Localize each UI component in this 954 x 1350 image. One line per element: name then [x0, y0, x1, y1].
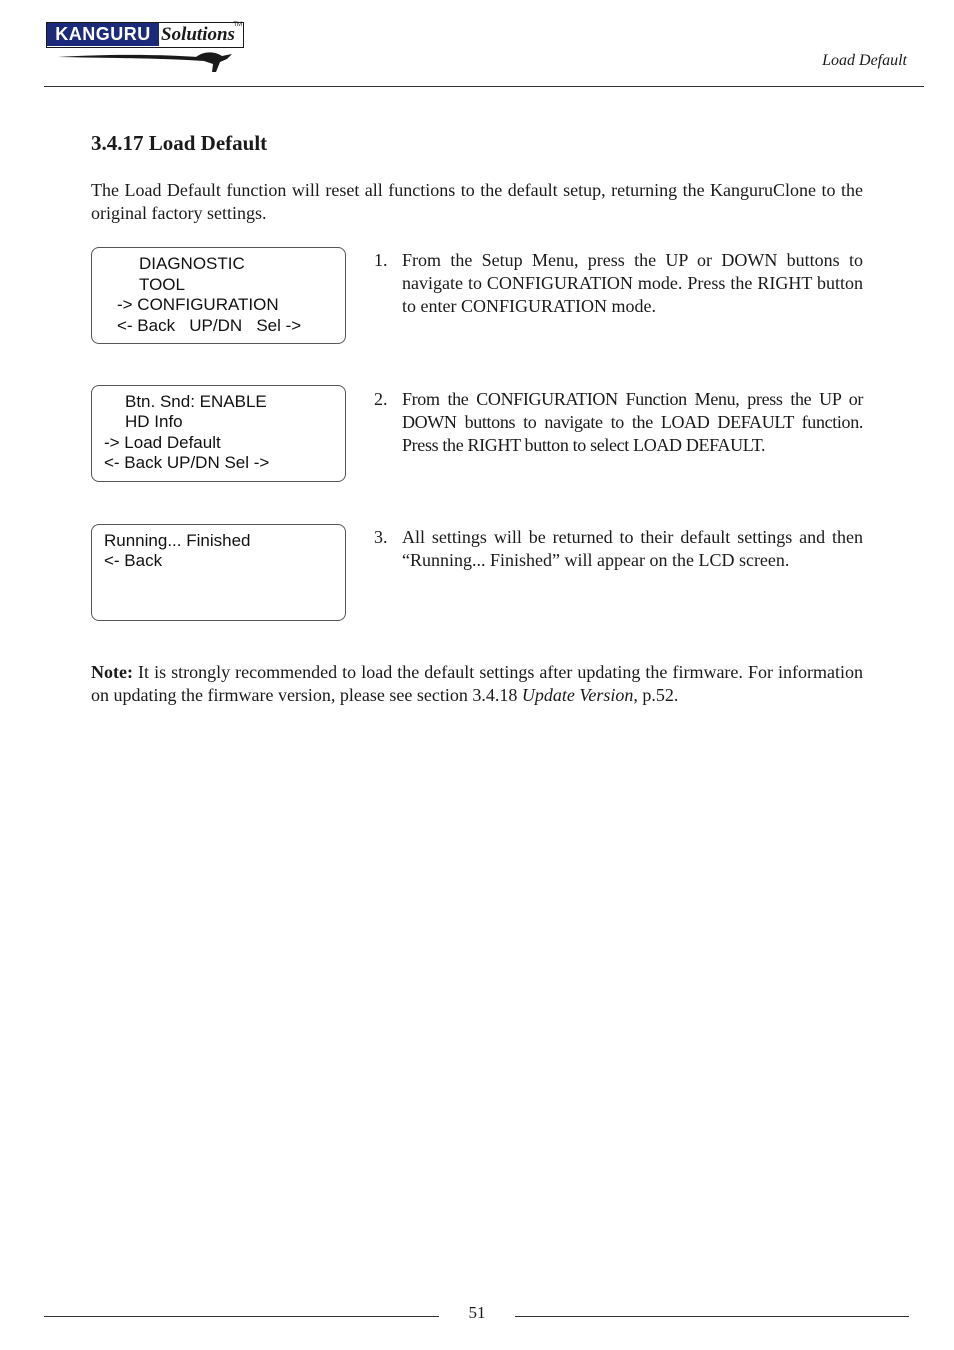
footer-divider-left	[44, 1316, 439, 1317]
step-number: 2.	[374, 389, 388, 409]
note-text: It is strongly recommended to load the default settings after updating the firmware. For information on updating the firmware version, please see section 3.4.18	[91, 662, 863, 705]
step-2	[374, 388, 863, 458]
step-1	[374, 249, 863, 319]
lcd-line: Btn. Snd: ENABLE	[125, 392, 267, 411]
step-number: 1.	[374, 250, 388, 270]
header-section-title: Load Default	[822, 52, 907, 69]
note-page-reference: , p.52.	[633, 685, 679, 705]
intro-paragraph: The Load Default function will reset all functions to the default setup, returning the KanguruClone to the original factory settings.	[91, 180, 863, 223]
step-number: 3.	[374, 527, 388, 547]
lcd-line: <- Back	[104, 551, 163, 570]
step-text: From the CONFIGURATION Function Menu, press the UP or DOWN buttons to navigate to the LOAD DEFAULT function. Press the RIGHT button to select LOAD DEFAULT.	[402, 389, 863, 455]
lcd-line: TOOL	[139, 275, 185, 294]
lcd-screen-configuration	[91, 247, 346, 344]
logo-trademark: TM	[233, 22, 242, 28]
logo-brand-text: KANGURU	[47, 23, 159, 46]
lcd-line: <- Back UP/DN Sel ->	[117, 316, 302, 335]
logo-script-text: Solutions	[161, 24, 235, 45]
kangaroo-swoosh-icon	[46, 48, 236, 78]
update-version-reference: Update Version	[521, 685, 634, 705]
lcd-line: DIAGNOSTIC	[139, 254, 245, 273]
header-divider	[44, 86, 924, 87]
lcd-line: -> Load Default	[104, 433, 221, 452]
section-heading: 3.4.17 Load Default	[91, 131, 268, 155]
lcd-line: Running... Finished	[104, 531, 251, 550]
note-label: Note:	[91, 662, 133, 682]
step-3	[374, 526, 863, 576]
lcd-line: -> CONFIGURATION	[117, 295, 279, 314]
step-text: From the Setup Menu, press the UP or DOWN buttons to navigate to CONFIGURATION mode. Press the RIGHT button to enter CONFIGURATION mode.	[402, 250, 863, 316]
lcd-screen-load-default	[91, 385, 346, 482]
footer-divider-right	[515, 1316, 909, 1317]
note-paragraph	[91, 661, 863, 707]
lcd-screen-finished	[91, 524, 346, 621]
kanguru-logo	[46, 22, 244, 48]
lcd-line: <- Back UP/DN Sel ->	[104, 453, 270, 472]
lcd-line: HD Info	[125, 412, 183, 431]
step-text: All settings will be returned to their default settings and then “Running... Finished” will appear on the LCD screen.	[402, 527, 863, 570]
page-number: 51	[468, 1303, 486, 1322]
